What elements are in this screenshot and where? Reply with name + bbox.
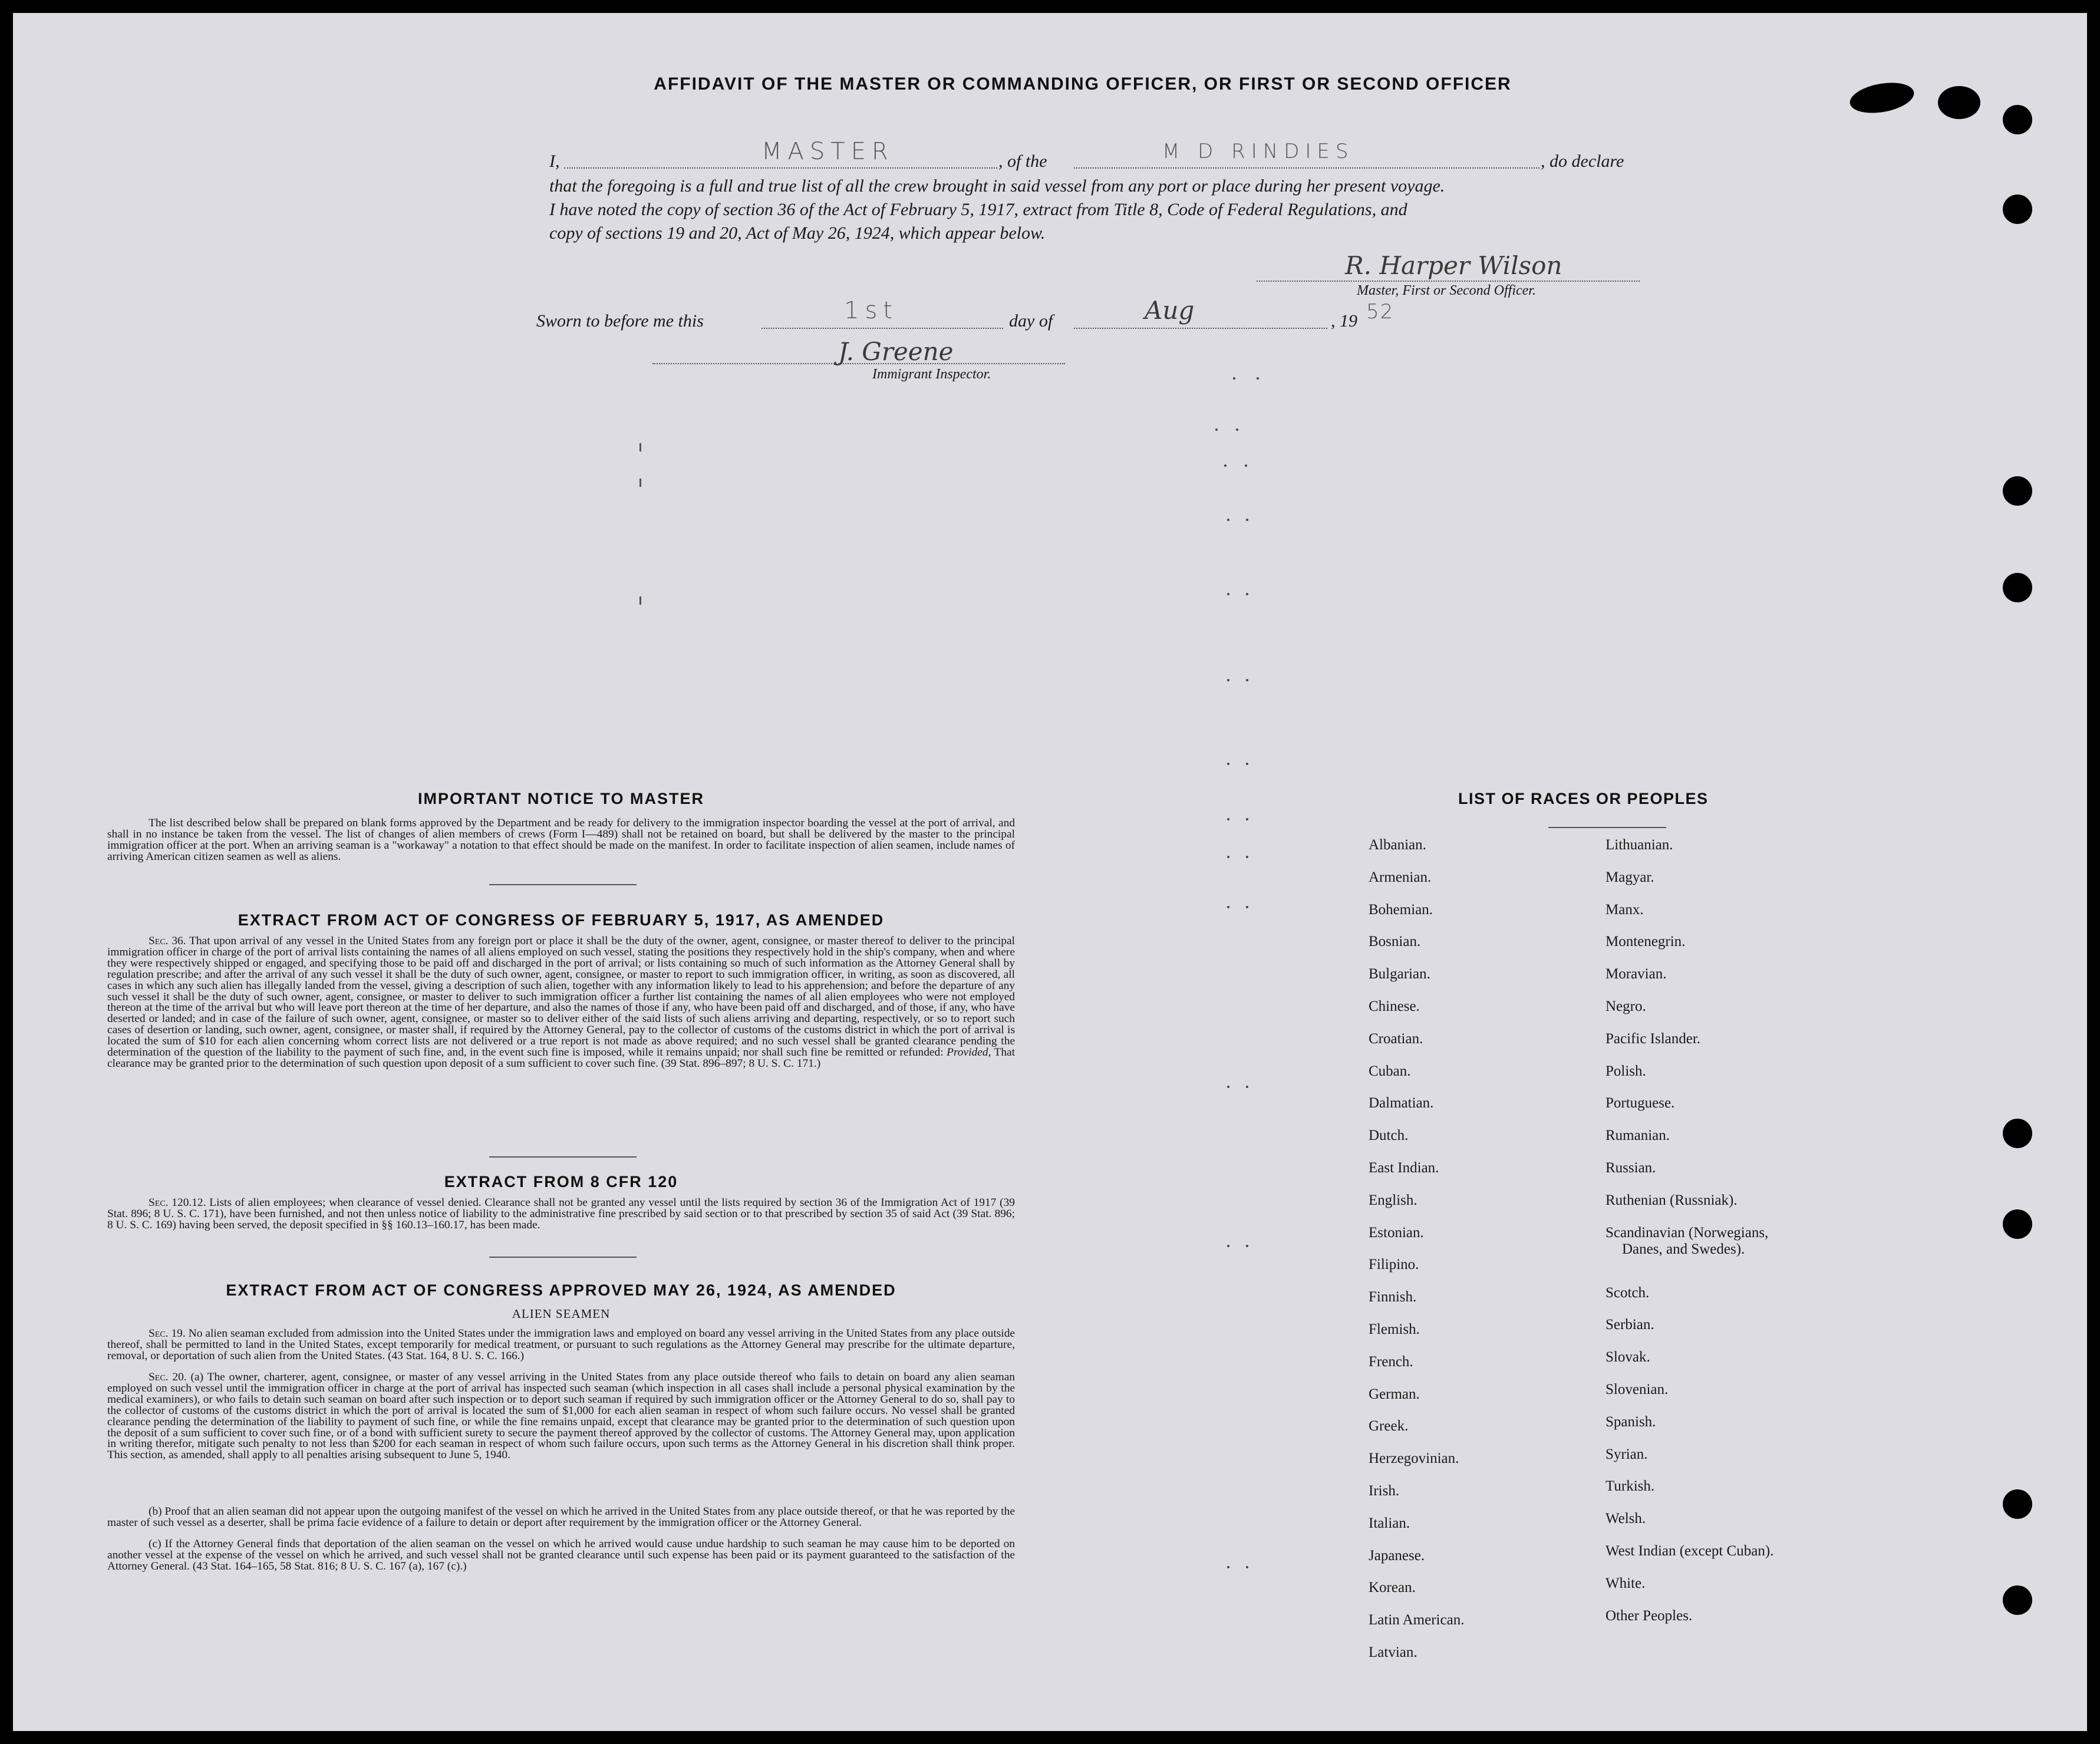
race-item: Croatian.: [1369, 1030, 1423, 1047]
binder-hole: [2003, 105, 2032, 134]
faint-mark: [1233, 377, 1235, 380]
month-value: Aug: [1145, 296, 1195, 325]
faint-mark: [1246, 856, 1248, 858]
race-item: Herzegovinian.: [1369, 1450, 1459, 1467]
ink-blot: [1938, 86, 1980, 119]
binder-hole: [2003, 476, 2032, 506]
inspector-caption: Immigrant Inspector.: [872, 367, 991, 382]
faint-mark: [1246, 519, 1248, 521]
faint-mark: [1227, 818, 1229, 820]
sec-36-label: Sec. 36.: [149, 935, 186, 947]
master-signature: R. Harper Wilson: [1345, 251, 1562, 280]
race-item: Magyar.: [1606, 869, 1654, 885]
sec-20a-text: [107, 1372, 1015, 1461]
race-item: Rumanian.: [1606, 1127, 1670, 1144]
binder-hole: [2003, 1209, 2032, 1239]
do-declare-label: , do declare: [1541, 151, 1624, 171]
binder-hole: [2003, 1489, 2032, 1519]
race-item: Latvian.: [1369, 1644, 1417, 1660]
faint-mark: [1227, 679, 1229, 681]
affidavit-line-3: I have noted the copy of section 36 of the Act of February 5, 1917, extract from Title 8, Code of Federal Regulations, and: [549, 200, 1407, 219]
i-label: I,: [549, 151, 560, 171]
extract-1917-heading: EXTRACT FROM ACT OF CONGRESS OF FEBRUARY 5, 1917, AS AMENDED: [238, 911, 885, 929]
faint-mark: [639, 443, 641, 451]
sec-120-body: Lists of alien employees; when clearance of vessel denied. Clearance shall not be granted any vessel until the lists required by section 36 of the Immigration Act of 1917 (39 Stat. 896; 8 U. S. C. 171), have been furnished, and not then unless notice of liability to the administrative fine prescribed by said section or to that prescribed by section 35 of said Act (39 Stat. 896; 8 U. S. C. 169) having been served, the deposit specified in §§ 160.13–160.17, has been made.: [107, 1196, 1015, 1231]
faint-mark: [1246, 593, 1248, 595]
faint-mark: [1246, 818, 1248, 820]
faint-mark: [1257, 377, 1259, 380]
master-caption: Master, First or Second Officer.: [1357, 283, 1536, 298]
race-item: Filipino.: [1369, 1257, 1419, 1273]
sec-19-body: No alien seaman excluded from admission into the United States under the immigration laws and employed on board any vessel arriving in the United States from any place outside thereof, shall be permitted to land in the United States, except temporarily for medical treatment, or pursuant to such regulations as the Attorney General may prescribe for the ultimate departure, removal, or deportation of such alien from the United States. (43 Stat. 164, 8 U. S. C. 166.): [107, 1327, 1015, 1362]
faint-mark: [1246, 763, 1248, 765]
faint-mark: [1215, 428, 1218, 431]
race-item: Russian.: [1606, 1160, 1656, 1176]
year-value: 52: [1366, 300, 1394, 324]
race-item: Flemish.: [1369, 1321, 1420, 1337]
race-item: Bulgarian.: [1369, 966, 1430, 983]
notice-heading: IMPORTANT NOTICE TO MASTER: [418, 790, 704, 807]
faint-mark: [639, 479, 641, 487]
faint-mark: [639, 596, 641, 605]
sworn-label: Sworn to before me this: [536, 311, 704, 331]
race-item: Latin American.: [1369, 1612, 1465, 1628]
proviso-label: Provided,: [947, 1046, 991, 1059]
race-item: Polish.: [1606, 1063, 1646, 1079]
faint-mark: [1246, 1245, 1248, 1247]
race-item: Pacific Islander.: [1606, 1030, 1701, 1047]
race-item: Italian.: [1369, 1515, 1410, 1531]
sec-20b-text: (b) Proof that an alien seaman did not appear upon the outgoing manifest of the vessel on which he arrived in the United States from any place outside thereof, or that he was reported by the master of such vessel as a deserter, shall be prima facie evidence of a failure to detain or deport after requirement by the immigration officer or the Attorney General.: [107, 1505, 1015, 1529]
race-item: Manx.: [1606, 901, 1644, 918]
faint-mark: [1246, 1086, 1248, 1088]
sec-20c-text: (c) If the Attorney General finds that deportation of the alien seaman on the vessel on which he arrived would cause undue hardship to such seaman he may cause him to be deported on another vessel at the expense of the vessel on which he arrived, and such vessel shall not be granted clearance until such expense has been paid or its payment guaranteed to the satisfaction of the Attorney General. (43 Stat. 164–165, 58 Stat. 816; 8 U. S. C. 167 (a), 167 (c).): [107, 1538, 1015, 1572]
affidavit-title: AFFIDAVIT OF THE MASTER OR COMMANDING OFFICER, OR FIRST OR SECOND OFFICER: [654, 74, 1512, 94]
race-item: Estonian.: [1369, 1224, 1424, 1241]
binder-hole: [2003, 1585, 2032, 1615]
race-item: East Indian.: [1369, 1160, 1439, 1176]
extract-1917-text: [107, 936, 1015, 1070]
race-item: Bosnian.: [1369, 934, 1421, 950]
sec-20-label: Sec. 20.: [149, 1371, 187, 1383]
binder-hole: [2003, 194, 2032, 224]
month-field: [1074, 312, 1327, 329]
faint-mark: [1227, 519, 1229, 521]
sec-120-label: Sec. 120.12.: [149, 1196, 206, 1209]
race-item: Armenian.: [1369, 869, 1432, 885]
day-of-label: day of: [1009, 311, 1053, 331]
race-item: Negro.: [1606, 998, 1646, 1014]
race-item: Slovak.: [1606, 1349, 1650, 1366]
race-item: Dutch.: [1369, 1127, 1409, 1144]
race-item: Turkish.: [1606, 1478, 1655, 1495]
officer-value: MASTER: [761, 138, 894, 165]
faint-mark: [1227, 1566, 1229, 1568]
race-item: Welsh.: [1606, 1511, 1646, 1527]
binder-hole: [2003, 573, 2032, 602]
alien-seamen-subheading: ALIEN SEAMEN: [512, 1307, 611, 1321]
race-item: Cuban.: [1369, 1063, 1411, 1079]
race-item: Finnish.: [1369, 1289, 1417, 1305]
faint-mark: [1246, 906, 1248, 908]
divider: [1548, 827, 1666, 828]
faint-mark: [1224, 464, 1227, 467]
faint-mark: [1227, 1086, 1229, 1088]
year-label: , 19: [1331, 311, 1357, 331]
divider: [489, 884, 637, 885]
day-value: 1st: [844, 297, 898, 324]
race-item: Scotch.: [1606, 1284, 1650, 1301]
race-item: Slovenian.: [1606, 1382, 1669, 1397]
races-heading: LIST OF RACES OR PEOPLES: [1458, 790, 1709, 807]
affidavit-line-4: copy of sections 19 and 20, Act of May 26, 1924, which appear below.: [549, 223, 1046, 243]
race-item: Albanian.: [1369, 837, 1426, 853]
binder-hole: [2003, 1119, 2032, 1148]
race-item: German.: [1369, 1386, 1420, 1402]
sec-36-body: That upon arrival of any vessel in the United States from any foreign port or place it shall be the duty of the owner, agent, consignee, or master thereof to deliver to the principal immigration officer in charge of the port of arrival lists containing the names of all aliens employed on such vessel, stating the positions they respectively hold in the ship's company, when and where they were respectively shipped or engaged, and specifying those to be paid off and discharged in the port of arrival; or lists containing so much of such information as the Attorney General shall by regulation prescribe; and after the arrival of any such vessel it shall be the duty of such owner, agent, consignee, or master to report to such immigration officer, in writing, as soon as discovered, all cases in which any such alien has illegally landed from the vessel, giving a description of such alien, together with any information likely to lead to his apprehension; and before the departure of any such vessel it shall be the duty of such owner, agent, consignee, or master to deliver to such immigration officer a further list containing the names of all alien employees who were not employed thereon at the time of the arrival but who will leave port thereon at the time of her departure, and also the names of those if any, who have been paid off and discharged, and of those, if any, who have deserted or landed; and in case of the failure of such owner, agent, consignee, or master so to deliver either of the said lists of such aliens arriving and departing, respectively, or so to report such cases of desertion or landing, such owner, agent, consignee, or master shall, if required by the Attorney General, pay to the collector of customs of the customs district in which the port of arrival is located the sum of $10 for each alien concerning whom correct lists are not delivered or a true report is not made as above required; and no such vessel shall be granted clearance pending the determination of the question of the liability to the payment of such fine, and, in the event such fine is imposed, while it remains unpaid; nor shall such fine be remitted or refunded:: [107, 935, 1015, 1059]
race-item: Lithuanian.: [1606, 837, 1673, 853]
race-item: Chinese.: [1369, 998, 1420, 1014]
extract-cfr-heading: EXTRACT FROM 8 CFR 120: [444, 1173, 678, 1191]
inspector-signature: J. Greene: [838, 337, 954, 366]
sec-19-text: [107, 1328, 1015, 1362]
of-the-label: , of the: [998, 151, 1047, 171]
faint-mark: [1227, 906, 1229, 908]
race-item: Portuguese.: [1606, 1095, 1675, 1112]
vessel-value: M D RINDIES: [1162, 140, 1354, 163]
race-item: Bohemian.: [1369, 901, 1433, 918]
race-item: Serbian.: [1606, 1317, 1654, 1333]
race-item: Syrian.: [1606, 1446, 1648, 1462]
race-item: Spanish.: [1606, 1413, 1656, 1430]
sec-36-end: That clearance may be granted prior to the determination of such question upon deposit of a sum sufficient to cover such fine. (39 Stat. 896–897; 8 U. S. C. 171.): [107, 1046, 1016, 1070]
race-item: West Indian (except Cuban).: [1606, 1543, 1774, 1559]
race-item: Montenegrin.: [1606, 934, 1686, 950]
affidavit-line-2: that the foregoing is a full and true list of all the crew brought in said vessel from any port or place during her present voyage.: [549, 176, 1445, 196]
faint-mark: [1246, 1566, 1248, 1568]
faint-mark: [1245, 464, 1247, 467]
race-item: White.: [1606, 1575, 1646, 1591]
race-item: Ruthenian (Russniak).: [1606, 1192, 1738, 1208]
faint-mark: [1227, 763, 1229, 765]
race-item: Other Peoples.: [1606, 1607, 1693, 1624]
sec-20a-body: (a) The owner, charterer, agent, consignee, or master of any vessel arriving in the United States from any place outside thereof who fails to detain on board any alien seaman employed on such vessel until the immigration officer in charge at the port of arrival has inspected such seaman (which inspection in all cases shall include a personal physical examination by the medical examiners), or who fails to detain such seaman on board after such inspection or to deport such seaman if required by such immigration officer or the Attorney General to do so, shall pay to the collector of customs of the customs district in which the port of arrival is located the sum of $1,000 for each alien seaman in respect of whom such failure occurs. No vessel shall be granted clearance pending the determination of the liability to payment of such fine, or while the fine remains unpaid, except that clearance may be granted prior to the determination of such question upon the deposit of a sum sufficient to cover such fine, or of a bond with sufficient surety to secure the payment thereof approved by the collector of customs. The Attorney General may, upon application in writing therefor, mitigate such penalty to not less than $200 for each seaman in respect of whom such failure occurs, upon such terms as the Attorney General in his discretion shall think proper. This section, as amended, shall apply to all penalties arising subsequent to June 5, 1940.: [107, 1371, 1015, 1462]
divider: [489, 1156, 637, 1158]
race-item: English.: [1369, 1192, 1417, 1208]
faint-mark: [1236, 428, 1238, 431]
document-sheet: [13, 13, 2087, 1731]
race-item: Korean.: [1369, 1580, 1416, 1596]
sec-19-label: Sec. 19.: [149, 1327, 186, 1340]
notice-text: The list described below shall be prepared on blank forms approved by the Department and be ready for delivery to the immigration inspector boarding the vessel at the port of arrival, and shall in no instance be taken from the vessel. The list of changes of alien members of crews (Form I—489) shall not be retained on board, but shall be delivered by the master to the principal immigration officer at the port. When an arriving seaman is a "workaway" a notation to that effect should be made on the manifest. In order to facilitate inspection of alien seamen, include names of arriving American citizen seamen as well as aliens.: [107, 817, 1015, 863]
faint-mark: [1227, 1245, 1229, 1247]
race-item: Danes, and Swedes).: [1622, 1241, 1745, 1257]
faint-mark: [1227, 593, 1229, 595]
race-item: French.: [1369, 1353, 1413, 1370]
race-item: Scandinavian (Norwegians,: [1606, 1224, 1769, 1241]
race-item: Irish.: [1369, 1483, 1400, 1499]
divider: [489, 1257, 637, 1258]
race-item: Dalmatian.: [1369, 1095, 1434, 1112]
extract-cfr-text: [107, 1198, 1015, 1231]
race-item: Greek.: [1369, 1418, 1409, 1435]
faint-mark: [1246, 679, 1248, 681]
extract-1924-heading: EXTRACT FROM ACT OF CONGRESS APPROVED MAY 26, 1924, AS AMENDED: [226, 1281, 896, 1299]
race-item: Japanese.: [1369, 1547, 1425, 1564]
race-item: Moravian.: [1606, 966, 1667, 983]
faint-mark: [1227, 856, 1229, 858]
